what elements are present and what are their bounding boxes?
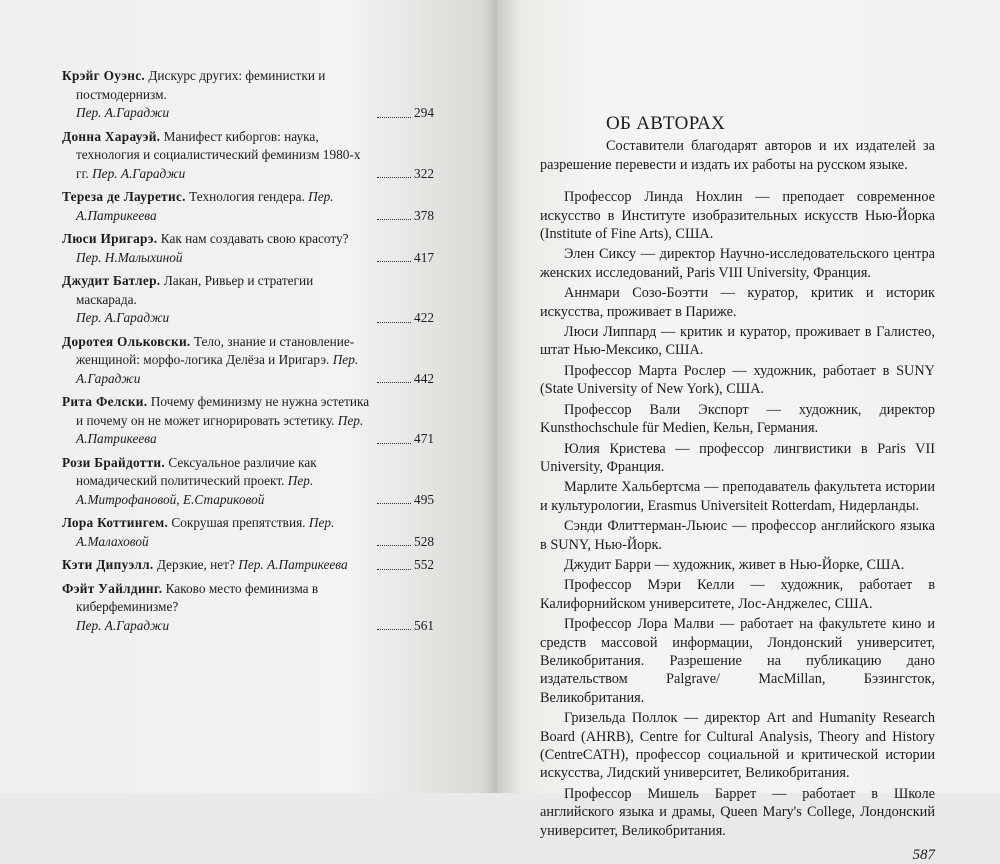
toc-entry: [62, 230, 434, 267]
toc-entry: [62, 272, 434, 328]
dot-leader: [377, 117, 411, 118]
toc-entry: [62, 333, 434, 389]
toc-title: Сокрушая препятствия.: [171, 515, 306, 530]
toc-entry: [62, 128, 434, 184]
toc-translator: Пер. А.Гараджи: [76, 617, 170, 633]
dot-leader: [377, 545, 411, 546]
toc-title: Как нам создавать свою красоту?: [160, 231, 349, 246]
toc-translator: Пер. А.Гараджи: [92, 165, 186, 181]
toc-title: Манифест киборгов: наука, технология и социалистический феминизм 1980-х гг.: [76, 128, 361, 181]
toc-title: Тело, знание и становление-женщиной: морфо-логика Делёза и Иригарэ.: [76, 333, 355, 367]
toc-author: Лора Коттингем.: [62, 515, 169, 530]
toc-translator: Пер. А.Малаховой: [76, 515, 335, 549]
toc-translator: Пер. А.Патрикеева: [76, 412, 364, 446]
author-bio: Сэнди Флиттерман-Льюис — профессор английского языка в SUNY, Нью-Йорк.: [540, 518, 935, 553]
dot-leader: [377, 177, 411, 178]
author-bio: Аннмари Созо-Боэтти — куратор, критик и историк искусства, проживает в Париже.: [540, 285, 935, 320]
author-bio: Профессор Марта Рослер — художник, работает в SUNY (State University of New York), США.: [540, 362, 935, 398]
toc-title: Каково место феминизма в киберфеминизме?: [76, 580, 319, 614]
intro-paragraph: Составители благодарят авторов и их издателей за разрешение перевести и издать их работы на русском языке.: [540, 138, 935, 173]
toc-translator: Пер. А.Гараджи: [76, 105, 170, 120]
table-of-contents: [62, 67, 434, 640]
toc-entry: [62, 454, 434, 510]
toc-author: Рози Брайдотти.: [62, 454, 166, 470]
dot-leader: [377, 503, 411, 504]
about-authors-section: [540, 115, 935, 864]
author-bio: Марлите Хальбертсма — преподаватель факультета истории и культурологии, Erasmus Universiteit Rotterdam, Нидерланды.: [540, 479, 935, 514]
toc-page-number: 442: [414, 370, 434, 386]
toc-title: Дерзкие, нет?: [156, 557, 235, 572]
page-number: 587: [912, 847, 935, 864]
toc-entry: [62, 393, 434, 449]
author-bio: Профессор Мэри Келли — художник, работает в Калифорнийском университете, Лос-Анджелес, США.: [540, 577, 935, 612]
toc-author: Фэйт Уайлдинг.: [62, 580, 163, 596]
toc-author: Рита Фелски.: [62, 394, 148, 409]
toc-page-number: 552: [414, 557, 434, 572]
toc-author: Кэти Дипуэлл.: [62, 557, 154, 572]
toc-page-number: 378: [414, 207, 434, 223]
toc-page-number: 294: [414, 105, 434, 120]
dot-leader: [377, 322, 411, 323]
section-title: ОБ АВТОРАХ: [606, 113, 726, 134]
toc-page-number: 528: [414, 533, 434, 549]
author-list: [540, 188, 935, 840]
toc-translator: Пер. А.Патрикеева: [76, 189, 334, 223]
author-bio: Джудит Барри — художник, живет в Нью-Йорке, США.: [564, 556, 905, 573]
toc-translator: Пер. Н.Малыхиной: [76, 249, 183, 265]
author-bio: Юлия Кристева — профессор лингвистики в Paris VII University, Франция.: [540, 440, 935, 475]
author-bio: Профессор Мишель Баррет — работает в Школе английского языка и драмы, Queen Mary's College, Лондонский университет, Великобритания.: [540, 785, 935, 839]
toc-page-number: 417: [414, 249, 434, 265]
toc-entry: [62, 188, 434, 225]
author-bio: Гризельда Поллок — директор Art and Humanity Research Board (AHRB), Centre for Cultural Analysis, Theory and History (CentreCATH), профессор социальной и критической истории искусства, Лидский университет, Великобритания.: [540, 710, 935, 782]
toc-page-number: 322: [414, 165, 434, 181]
toc-author: Крэйг Оуэнс.: [62, 68, 146, 83]
dot-leader: [377, 219, 411, 220]
toc-translator: Пер. А.Патрикеева: [238, 557, 348, 572]
toc-entry: [62, 514, 434, 551]
dot-leader: [377, 569, 411, 570]
toc-title: Лакан, Ривьер и стратегии маскарада.: [76, 273, 314, 307]
author-bio: Люси Липпард — критик и куратор, проживает в Галистео, штат Нью-Мексико, США.: [540, 324, 935, 359]
author-bio: Элен Сиксу — директор Научно-исследовательского центра женских исследований, Paris VIII University, Франция.: [540, 246, 935, 281]
toc-page-number: 471: [414, 431, 434, 446]
toc-title: Дискурс других: феминистки и постмодернизм.: [76, 68, 326, 102]
left-page: [0, 0, 497, 793]
toc-title: Почему феминизму не нужна эстетика и почему он не может игнорировать эстетику.: [76, 394, 370, 428]
dot-leader: [377, 261, 411, 262]
toc-author: Доротея Ольковски.: [62, 333, 191, 349]
toc-translator: Пер. А.Гараджи: [76, 310, 170, 325]
toc-page-number: 495: [414, 491, 434, 507]
author-bio: Профессор Линда Нохлин — преподает современное искусство в Институте изобразительных искусств Нью-Йорка (Institute of Fine Arts), США.: [540, 189, 935, 243]
toc-title: Сексуальное различие как номадический политический проект.: [76, 454, 317, 488]
dot-leader: [377, 382, 411, 383]
toc-author: Джудит Батлер.: [62, 273, 161, 288]
toc-page-number: 561: [414, 617, 434, 633]
toc-entry: [62, 556, 434, 575]
toc-author: Люси Иригарэ.: [62, 231, 158, 246]
dot-leader: [377, 443, 411, 444]
toc-translator: Пер. А.Гараджи: [76, 352, 359, 386]
toc-title: Технология гендера.: [189, 189, 305, 204]
author-bio: Профессор Вали Экспорт — художник, директор Kunsthochschule für Medien, Кельн, Германия.: [540, 401, 935, 437]
toc-author: Донна Харауэй.: [62, 128, 161, 144]
toc-author: Тереза де Лауретис.: [62, 189, 186, 204]
author-bio: Профессор Лора Малви — работает на факультете кино и средств массовой информации, Лондонский университет, Великобритания. Разрешение на публикацию дано издательством Palgrave/ MacMillan, Бэзингсток, Великобритания.: [540, 616, 935, 706]
toc-entry: [62, 67, 434, 123]
toc-translator: Пер. А.Митрофановой, Е.Стариковой: [76, 473, 314, 507]
toc-page-number: 422: [414, 310, 434, 325]
toc-entry: [62, 580, 434, 636]
dot-leader: [377, 629, 411, 630]
